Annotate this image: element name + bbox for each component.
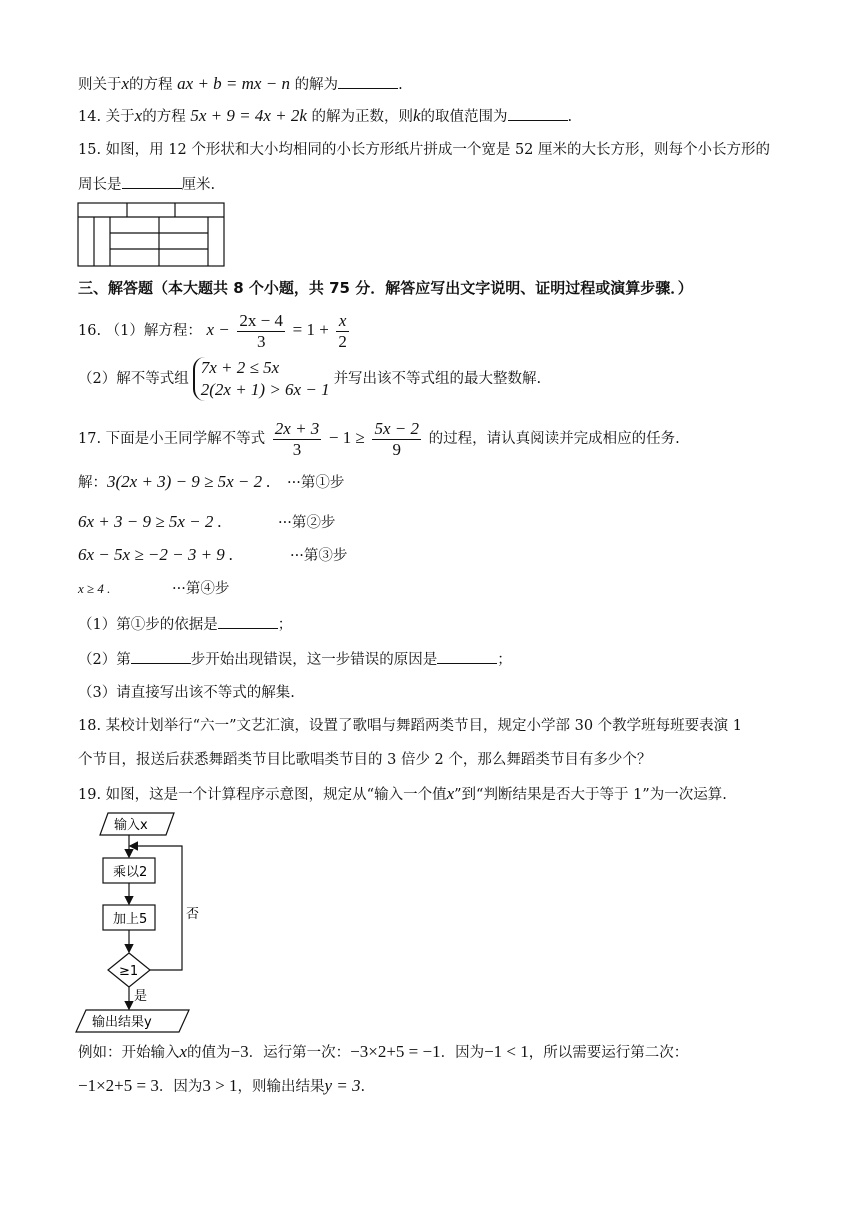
flow-input-label: 输入x [114,818,148,833]
frac-num: 5x − 2 [374,418,419,438]
flow-step1-label: 乘以2 [113,865,148,880]
q15-answer-blank[interactable] [122,174,182,189]
q17-step2 [78,512,335,533]
ex2-mid: ．因为 [158,1079,203,1095]
ex1-text: 例如：开始输入 [78,1045,180,1061]
q17-task2-blank2[interactable] [437,649,497,664]
q17-task1-blank[interactable] [218,614,278,629]
ex2-cmp: 3 > 1 [202,1076,238,1095]
ex1-mid2: ．运行第一次： [248,1045,351,1061]
q18-line2: 个节目，报送后获悉舞蹈类节目比歌唱类节目的 3 倍少 2 个，那么舞蹈类节目有多少个？ [78,752,652,768]
q15-text-post: 厘米. [181,177,216,193]
frac-den: 3 [256,331,266,351]
ex1-mid3: ．因为 [440,1045,485,1061]
q17-text: 17. 下面是小王同学解不等式 [78,431,266,447]
step-pre: 解： [78,475,107,491]
q13-text-post: 的解为 [294,77,339,93]
step-expr: x ≥ 4 . [78,581,111,596]
q13-var: x [121,74,130,93]
q16-part1 [78,308,352,353]
q18-line1: 18. 某校计划举行“六一”文艺汇演，设置了歌唱与舞蹈两类节目，规定小学部 30 个教学班每班要表演 1 [78,718,742,734]
q13-text: 则关于 [78,77,122,93]
q14 [78,106,572,127]
frac2-num: x [336,311,349,332]
q16-p1-mid: = 1 + [292,320,329,339]
q16-part2 [78,356,541,402]
q17-task3: （3）请直接写出该不等式的解集. [78,685,295,701]
q14-answer-blank[interactable] [508,106,568,121]
ex1-mid: 的值为 [187,1045,231,1061]
step-label: ···第④步 [172,581,230,597]
task1-text: （1）第①步的依据是 [78,617,218,633]
q16-p1-label: 16. （1）解方程： [78,323,202,339]
q13-end: . [398,77,403,93]
q17-task1 [78,614,292,635]
q19-var: x [446,784,455,803]
flow-no-label: 否 [186,907,200,922]
step-expr: 6x + 3 − 9 ≥ 5x − 2 . [78,512,222,531]
q17-fraction2 [372,419,421,460]
ex1-cmp: −1 < 1 [484,1042,529,1061]
q13-text-mid: 的方程 [129,77,173,93]
q14-text-mid2: 的解为正数，则 [311,109,413,125]
big-rectangle [78,203,224,266]
q15-text: 周长是 [78,177,122,193]
q17-step3 [78,545,347,566]
frac-den: 9 [392,439,401,459]
ineq2: 2(2x + 1) > 6x − 1 [200,380,330,399]
flow-yes-label: 是 [134,989,148,1004]
q19-flowchart [74,810,204,1036]
ineq1: 7x + 2 ≤ 5x [200,358,280,377]
step-label: ···第①步 [287,475,345,491]
ex1-val: −3 [230,1042,249,1061]
q19-text: 19. 如图，这是一个计算程序示意图，规定从“输入一个值 [78,787,447,803]
q14-k: k [413,106,421,125]
q14-number: 14. [78,109,102,125]
ex1-var: x [179,1042,188,1061]
flow-step2-label: 加上5 [113,912,148,927]
q19-example1 [78,1042,688,1063]
q17-fraction1 [273,419,322,460]
q17-mid: − 1 ≥ [328,428,365,447]
task2-mid: 步开始出现错误，这一步错误的原因是 [190,652,438,668]
step-label: ···第③步 [290,548,348,564]
ex1-post: ，所以需要运行第二次： [528,1045,689,1061]
q17-step1 [78,472,344,493]
q17-post: 的过程，请认真阅读并完成相应的任务. [428,431,680,447]
step-expr: 6x − 5x ≥ −2 − 3 + 9 . [78,545,234,564]
q14-text-post: 的取值范围为 [420,109,508,125]
task2-text: （2）第 [78,652,131,668]
q15-rectangle-figure [77,202,227,268]
step-expr: 3(2x + 3) − 9 ≥ 5x − 2 . [107,472,271,491]
ex1-calc: −3×2+5 = −1 [350,1042,441,1061]
q19-example2 [78,1076,365,1097]
q16-p1-fraction2 [336,311,349,352]
inequality-system [193,357,330,401]
frac-num: 2x − 4 [239,310,283,330]
ex2-calc: −1×2+5 = 3 [78,1076,159,1095]
q17-task2-blank1[interactable] [131,649,191,664]
q17-step4 [78,579,229,599]
step-label: ···第②步 [278,515,336,531]
frac2-den: 2 [338,331,347,351]
q17-intro [78,416,680,461]
q14-text-mid: 的方程 [142,109,186,125]
ex2-mid2: ，则输出结果 [237,1079,325,1095]
frac-num: 2x + 3 [274,418,320,438]
q17-task2 [78,649,512,670]
q14-var: x [134,106,143,125]
q16-p1-lhs: x − [206,320,230,339]
q13-tail [78,74,403,95]
q19-line1 [78,784,727,805]
q13-equation: ax + b = mx − n [177,74,290,93]
q15-line2 [78,174,215,195]
q13-answer-blank[interactable] [338,74,398,89]
q15-line1: 15. 如图，用 12 个形状和大小均相同的小长方形纸片拼成一个宽是 52 厘米的大长方形，则每个小长方形的 [78,142,771,158]
ex2-res: y = 3 [324,1076,361,1095]
section3-heading: 三、解答题（本大题共 8 个小题，共 75 分．解答应写出文字说明、证明过程或演算步骤．） [78,279,693,297]
q16-p1-fraction [237,311,285,352]
q14-end: . [567,109,573,125]
q14-equation: 5x + 9 = 4x + 2k [190,106,307,125]
flow-cond-label: ≥1 [119,964,139,979]
ex2-end: . [360,1079,366,1095]
frac-den: 3 [292,439,302,459]
task1-end: ； [277,617,293,633]
q14-text: 关于 [105,109,135,125]
q16-p2-label: （2）解不等式组 [78,371,189,387]
q16-p2-post: 并写出该不等式组的最大整数解. [333,371,542,387]
task2-end: ； [497,652,512,668]
q19-post: ”到“判断结果是否大于等于 1”为一次运算. [454,787,727,803]
flow-output-label: 输出结果y [92,1015,152,1030]
